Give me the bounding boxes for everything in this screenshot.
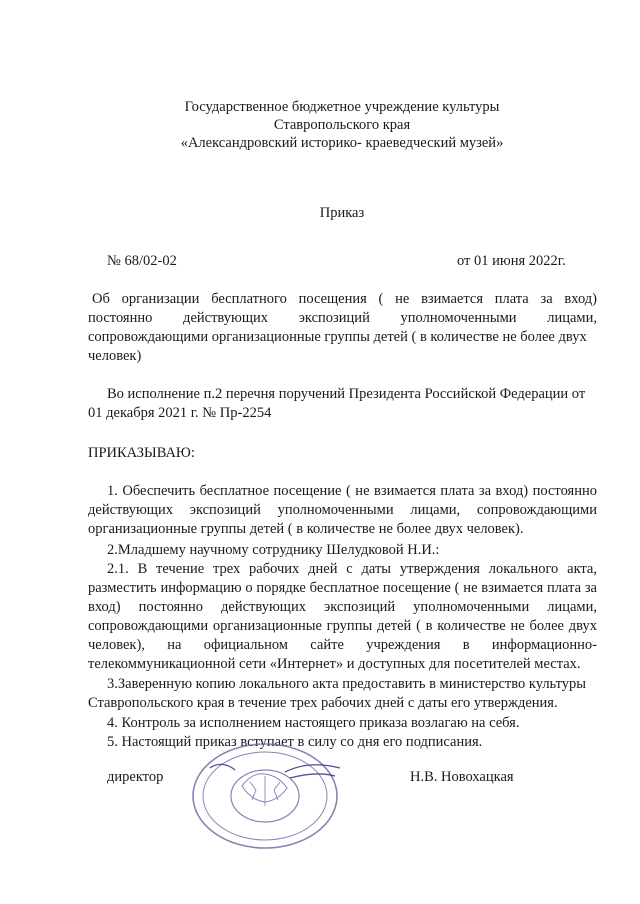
item-line: 4. Контроль за исполнением настоящего приказа возлагаю на себя.: [107, 715, 520, 731]
item-line: 1. Обеспечить бесплатное посещение ( не взимается плата за вход) постоянно: [107, 483, 597, 499]
preamble-line-2: 01 декабря 2021 г. № Пр-2254: [88, 405, 272, 421]
org-name-line-1: Государственное бюджетное учреждение культуры: [184, 99, 500, 115]
order-date: от 01 июня 2022г.: [457, 253, 566, 269]
item-line: действующих экспозиций уполномоченными лицами, сопровождающими: [88, 502, 597, 518]
item-line: 2.Младшему научному сотруднику Шелудковой Н.И.:: [107, 542, 440, 558]
order-number: № 68/02-02: [107, 253, 177, 269]
item-line: Ставропольского края в течение трех рабочих дней с даты его утверждения.: [88, 695, 558, 711]
item-line: разместить информацию о порядке бесплатное посещение ( не взимается плата за: [88, 580, 597, 596]
subject-line-1: Об организации бесплатного посещения ( не взимается плата за вход): [92, 291, 597, 307]
item-line: организационные группы детей ( в количестве не более двух человек).: [88, 521, 524, 537]
preamble-line-1: Во исполнение п.2 перечня поручений Президента Российской Федерации от: [107, 386, 586, 402]
item-line: человек), на официальном сайте учреждения в информационно-: [88, 637, 597, 653]
order-word: ПРИКАЗЫВАЮ:: [88, 445, 195, 461]
signature-position: директор: [107, 769, 164, 785]
subject-line-3: сопровождающими организационные группы детей ( в количестве не более двух: [88, 329, 587, 345]
document-title: Приказ: [319, 205, 365, 221]
subject-line-4: человек): [88, 348, 142, 364]
item-line: 5. Настоящий приказ вступает в силу со дня его подписания.: [107, 734, 483, 750]
official-seal-image: [190, 742, 340, 850]
org-name-line-3: «Александровский историко- краеведческий музей»: [180, 135, 504, 151]
subject-line-2: постоянно действующих экспозиций уполномоченными лицами,: [88, 310, 597, 326]
org-name-line-2: Ставропольского края: [273, 117, 411, 133]
item-line: 3.Заверенную копию локального акта предоставить в министерство культуры: [107, 676, 587, 692]
item-line: 2.1. В течение трех рабочих дней с даты утверждения локального акта,: [107, 561, 597, 577]
item-line: сопровождающими организационные группы детей ( в количестве не более двух: [88, 618, 597, 634]
item-line: телекоммуникационной сети «Интернет» и доступных для посетителей местах.: [88, 656, 581, 672]
signature-name: Н.В. Новохацкая: [410, 769, 514, 785]
item-line: вход) постоянно действующих экспозиций уполномоченными лицами,: [88, 599, 597, 615]
